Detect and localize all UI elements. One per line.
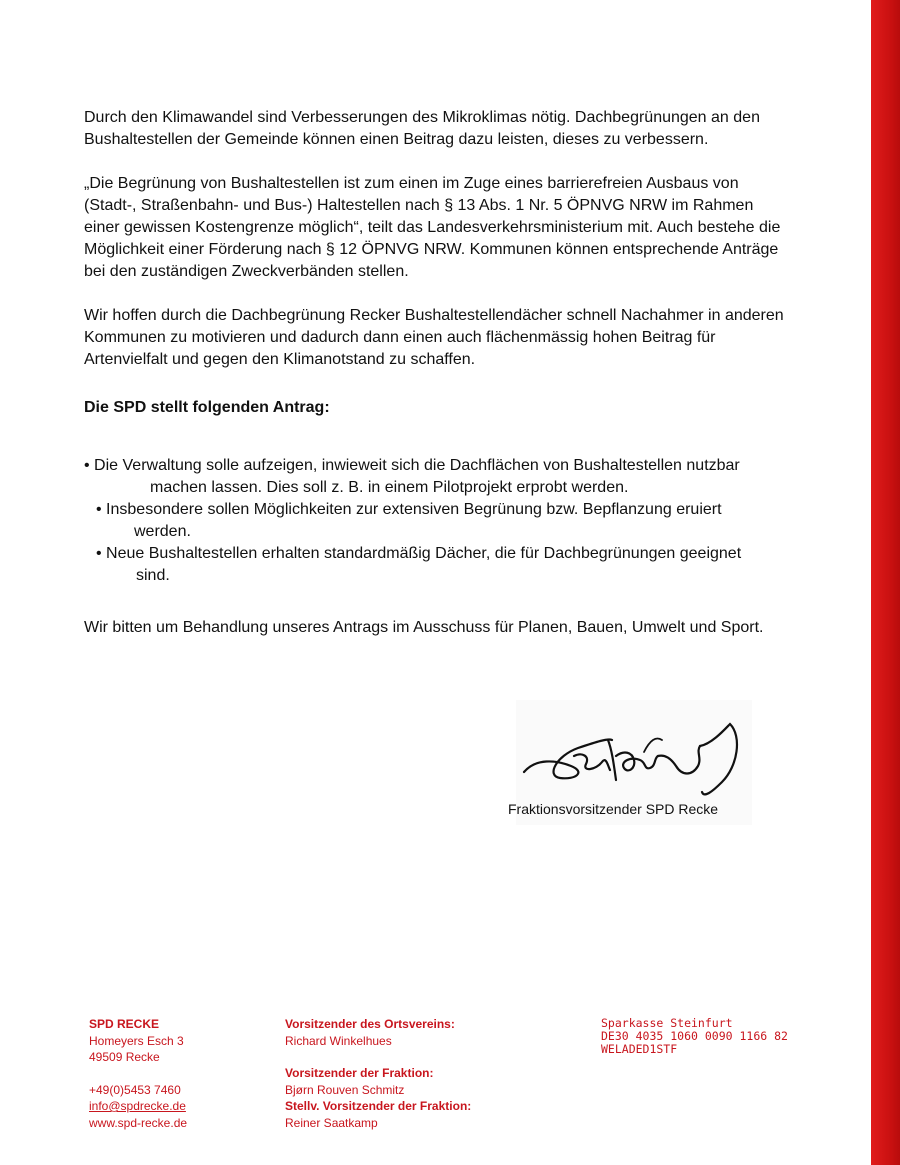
motion-heading: Die SPD stellt folgenden Antrag: (84, 399, 330, 416)
list-item (84, 499, 789, 543)
org-street: Homeyers Esch 3 (89, 1033, 184, 1048)
paragraph-quote: „Die Begrünung von Bushaltestellen ist zum einen im Zuge eines barrierefreien Ausbaus von (Stadt-, Straßenbahn- und Bus-) Haltestellen nach § 13 Abs. 1 Nr. 5 ÖPNVG NRW im Rahmen einer gewissen Kostengrenze möglich“, teilt das Landesverkehrsministerium mit. Auch bestehe die Möglichkeit einer Förderung nach § 12 ÖPNVG NRW. Kommunen können entsprechende Anträge bei den zuständigen Zweckverbänden stellen. (84, 175, 781, 280)
letter-body (84, 107, 789, 661)
paragraph-intro: Durch den Klimawandel sind Verbesserungen des Mikroklimas nötig. Dachbegrünungen an den Bushaltestellen der Gemeinde können einen Beitrag dazu leisten, dieses zu verbessern. (84, 109, 760, 148)
org-name: SPD RECKE (89, 1017, 160, 1031)
footer-bank (601, 1017, 788, 1056)
faction-name: Bjørn Rouven Schmitz (285, 1082, 405, 1097)
list-item-line2: machen lassen. Dies soll z. B. in einem Pilotprojekt erprobt werden. (150, 479, 629, 496)
list-item-line1: • Insbesondere sollen Möglichkeiten zur extensiven Begrünung bzw. Bepflanzung eruiert (96, 501, 722, 518)
website-link[interactable]: www.spd-recke.de (89, 1115, 188, 1130)
list-item-line2: sind. (136, 567, 170, 584)
deputy-name: Reiner Saatkamp (285, 1115, 378, 1130)
signature-caption: Fraktionsvorsitzender SPD Recke (508, 801, 719, 817)
footer-people (285, 1016, 471, 1131)
list-item-line1: • Neue Bushaltestellen erhalten standardmäßig Dächer, die für Dachbegrünungen geeignet (96, 545, 742, 562)
chair-name: Richard Winkelhues (285, 1033, 392, 1048)
list-item (84, 543, 789, 587)
list-item-line1: • Die Verwaltung solle aufzeigen, inwieweit sich die Dachflächen von Bushaltestellen nutzbar (84, 457, 740, 474)
email-link[interactable]: info@spdrecke.de (89, 1099, 186, 1113)
motion-list (84, 455, 789, 587)
org-city: 49509 Recke (89, 1050, 160, 1064)
paragraph-hope: Wir hoffen durch die Dachbegrünung Recker Bushaltestellendächer schnell Nachahmer in anderen Kommunen zu motivieren und dadurch dann einen auch flächenmässig hohen Beitrag für Artenvielfalt und gegen den Klimanotstand zu schaffen. (84, 307, 784, 368)
chair-label: Vorsitzender des Ortsvereins: (285, 1017, 455, 1031)
bank-name: Sparkasse Steinfurt (601, 1016, 733, 1030)
red-side-bar (871, 0, 900, 1165)
paragraph-closing: Wir bitten um Behandlung unseres Antrags im Ausschuss für Planen, Bauen, Umwelt und Sport. (84, 619, 764, 636)
list-item-line2: werden. (134, 523, 191, 540)
footer-address (89, 1016, 187, 1131)
deputy-label: Stellv. Vorsitzender der Fraktion: (285, 1099, 472, 1113)
org-phone: +49(0)5453 7460 (89, 1082, 181, 1097)
bank-iban: DE30 4035 1060 0090 1166 82 (601, 1029, 788, 1043)
handwritten-signature (516, 700, 752, 800)
faction-label: Vorsitzender der Fraktion: (285, 1066, 434, 1080)
list-item (84, 455, 789, 499)
bank-bic: WELADED1STF (601, 1042, 678, 1056)
